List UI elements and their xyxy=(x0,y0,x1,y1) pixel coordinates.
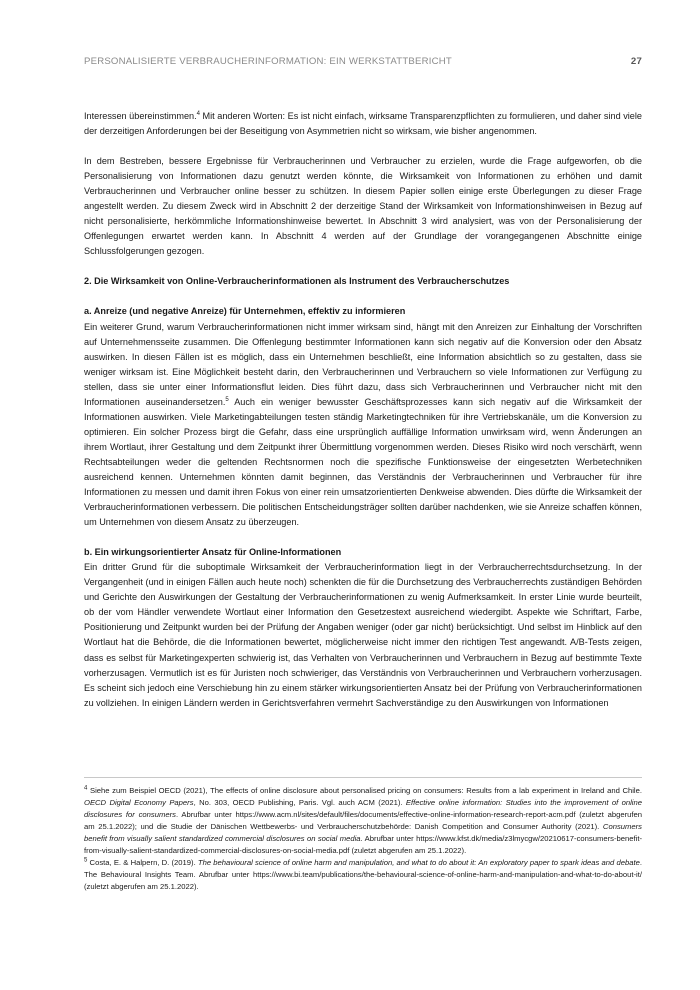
body-text xyxy=(84,109,642,711)
paragraph-intro-continuation: Interessen übereinstimmen.$^4$ Mit anderen Worten: Es ist nicht einfach, wirksame Transparenzpflichten zu formulieren, und daher sind viele der derzeitigen Anforderungen bei der Beseitigung von Asymmetrien nicht so wirksam, wie bisher angenommen. xyxy=(84,110,642,137)
subsection-a-heading: a. Anreize (und negative Anreize) für Unternehmen, effektiv zu informieren xyxy=(84,306,406,317)
footnote-ref-5[interactable]: 5 xyxy=(225,396,229,403)
footnote-5: $^5$ Costa, E. & Halpern, D. (2019). The behavioural science of online harm and manipulation, and what to do about it: An exploratory paper to spark ideas and debate. The Behavioural Insights Team. Abrufbar unter https://www.bi.team/publications/the-behavioural-science-of-online-harm-and-manipulation-and-what-to-do-about-it/ (zuletzt abgerufen am 25.1.2022). xyxy=(84,857,642,891)
page-number: 27 xyxy=(630,56,642,67)
section-heading: 2. Die Wirksamkeit von Online-Verbraucherinformationen als Instrument des Verbraucherschutzes xyxy=(84,276,510,287)
subsection-b-heading: b. Ein wirkungsorientierter Ansatz für Online-Informationen xyxy=(84,547,342,558)
footnote-divider xyxy=(84,777,642,778)
paragraph-intro-aim: In dem Bestreben, bessere Ergebnisse für Verbraucherinnen und Verbraucher zu erzielen, wurde die Frage aufgeworfen, ob die Personalisierung von Informationen dazu genutzt werden könnte, die Wirksamkeit von Informationen zu erhöhen und damit Verbraucherinnen und Verbraucher online besser zu schützen. In diesem Papier sollen einige erste Überlegungen zu dieser Frage angestellt werden. Zu diesem Zweck wird in Abschnitt 2 der derzeitige Stand der Wirksamkeit von Informationshinweisen in Bezug auf nicht personalisierte, herkömmliche Informationshinweise bewertet. In Abschnitt 3 wird analysiert, was von der Personalisierung der Offenlegungen erwartet werden kann. In Abschnitt 4 werden auf der Grundlage der vorangegangenen Abschnitte einige Schlussfolgerungen gezogen. xyxy=(84,156,642,257)
footnotes xyxy=(84,785,642,893)
subsection-b-paragraph: Ein dritter Grund für die suboptimale Wirksamkeit der Verbraucherinformation liegt in der Verbraucherrechtsdurchsetzung. In der Vergangenheit (und in einigen Fällen auch heute noch) schenkten die für die Durchsetzung des Verbraucherrechts zuständigen Behörden und Gerichte den Auswirkungen der Gestaltung der Verbraucherinformationen zu wenig Aufmerksamkeit. In erster Linie wurde beurteilt, ob der vom Händler verwendete Wortlaut einer Information den Gesetzestext ausreichend wiedergibt. Aspekte wie Schriftart, Farbe, Positionierung und Zeitpunkt wurden bei der Prüfung der Angaben weniger (oder gar nicht) berücksichtigt. Und selbst im Hinblick auf den Wortlaut hat die Behörde, die die Informationen bewertet, möglicherweise nicht immer den richtigen Test angewandt. A/B-Tests zeigen, dass es selbst für Marketingexperten schwierig ist, das Verhalten von Verbraucherinnen und Verbrauchern in Bezug auf bestimmte Texte vorherzusagen. Vermutlich ist es für Juristen noch schwieriger, das Verständnis von Verbraucherinnen und Verbrauchern vorherzusagen. Es scheint sich jedoch eine Verschiebung hin zu einem stärker wirkungsorientierten Ansatz bei der Prüfung von Verbraucherinformationen zu vollziehen. In einigen Ländern werden in Gerichtsverfahren vermehrt Sachverständige zu den Auswirkungen von Informationen xyxy=(84,562,642,708)
subsection-a-paragraph: Ein weiterer Grund, warum Verbraucherinformationen nicht immer wirksam sind, hängt mit den Anreizen zur Einhaltung der Vorschriften auf Unternehmensseite zusammen. Die Offenlegung bestimmter Informationen kann sich negativ auf die Konversion oder den Absatz auswirken. In diesen Fällen ist es möglich, dass ein Unternehmen beschließt, eine Information absichtlich so zu gestalten, dass sie weniger wirksam ist. Eine Möglichkeit besteht darin, den Verbraucherinnen und Verbrauchern so viele Informationen zur Verfügung zu stellen, dass sie unter einer Informationsflut leiden. Dies führt dazu, dass sich Verbraucherinnen und Verbraucher nicht mit den Informationen auseinandersetzen.$^5$ Auch ein weniger bewusster Geschäftsprozesses kann sich negativ auf die Wirksamkeit der Informationen auswirken. Viele Marketingabteilungen testen ständig Marketingtechniken für ihre Vertriebskanäle, um die Konversion zu optimieren. Ein solcher Prozess birgt die Gefahr, dass eine ursprünglich auffällige Information unwirksam wird, wenn Änderungen an ihrem Wortlaut, ihrer Gestaltung und dem Zeitpunkt ihrer Übermittlung vorgenommen werden. Dieses Risiko wird noch verschärft, wenn Rechtsabteilungen weder die geltenden Rechtsnormen noch die spezifische Funktionsweise der eingesetzten Werbetechniken ausreichend kennen. Unternehmen könnten damit beginnen, das Verständnis der Verbraucherinnen und Verbraucher für ihre Informationen zu messen und damit ihren Fokus von einer rein umsatzorientierten Denkweise abwenden. Dies dürfte die Wirksamkeit der Verbraucherinformationen verbessern. Die politischen Entscheidungsträger sollten darüber nachdenken, wie sie Anreize schaffen können, um Unternehmen von diesem Ansatz zu überzeugen. xyxy=(84,321,643,528)
running-header xyxy=(84,56,642,67)
footnote-4: $^4$ Siehe zum Beispiel OECD (2021), The effects of online disclosure about personalised pricing on consumers: Results from a lab experiment in Ireland and Chile. OECD Digital Economy Papers, No. 303, OECD Publishing, Paris. Vgl. auch ACM (2021). Effective online information: Studies into the improvement of online disclosures for consumers. Abrufbar unter https://www.acm.nl/sites/default/files/documents/effective-online-information-research-report-acm.pdf (zuletzt abgerufen am 25.1.2022); und die Studie der Dänischen Wettbewerbs- und Verbraucherschutzbehörde: Danish Competition and Consumer Authority (2021). Consumers benefit from visually salient standardized commercial disclosures on social media. Abrufbar unter https://www.kfst.dk/media/z3lmycgw/20210617-consumers-benefit-from-visually-salient-standardized-commercial-disclosures-on-social-media.pdf (zuletzt abgerufen am 25.1.2022). xyxy=(84,785,642,855)
footnote-ref-4[interactable]: 4 xyxy=(196,110,200,117)
running-title: PERSONALISIERTE VERBRAUCHERINFORMATION: EIN WERKSTATTBERICHT xyxy=(84,56,452,67)
